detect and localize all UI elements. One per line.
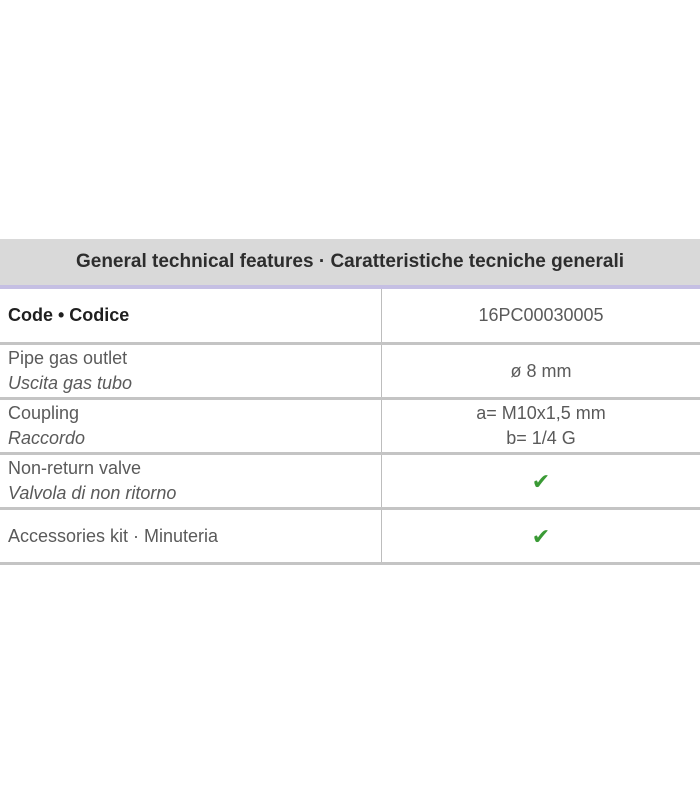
coupling-label: Coupling (8, 403, 80, 423)
coupling-label-it: Raccordo (8, 428, 86, 448)
coupling-value-a: a= M10x1,5 mm (476, 403, 606, 423)
row-label-cell (0, 510, 382, 562)
table-title: General technical features · Caratteristiche tecniche generali (0, 239, 700, 289)
pipe-gas-outlet-label-it: Uscita gas tubo (8, 373, 133, 393)
row-label-cell (0, 400, 382, 452)
row-label-cell (0, 455, 382, 507)
row-label-cell (0, 345, 382, 397)
code-value: 16PC00030005 (478, 305, 604, 325)
pipe-gas-outlet-label: Pipe gas outlet (8, 348, 128, 368)
row-label-cell (0, 289, 382, 342)
accessories-kit-label: Accessories kit · Minuteria (8, 525, 219, 546)
technical-features-table (0, 239, 700, 565)
row-value-cell (382, 400, 700, 452)
row-value-cell (382, 289, 700, 342)
table-row-accessories-kit (0, 510, 700, 565)
row-value-cell (382, 455, 700, 507)
non-return-valve-label-it: Valvola di non ritorno (8, 483, 177, 503)
table-row-non-return-valve (0, 455, 700, 510)
code-label: Code • Codice (8, 305, 130, 325)
row-value-cell (382, 345, 700, 397)
coupling-value-b: b= 1/4 G (506, 428, 576, 448)
table-row-coupling (0, 400, 700, 455)
table-row-pipe-gas-outlet (0, 345, 700, 400)
checkmark-icon: ✔ (531, 468, 551, 494)
table-row-code (0, 289, 700, 345)
row-value-cell (382, 510, 700, 562)
checkmark-icon: ✔ (531, 523, 551, 549)
pipe-gas-outlet-value: ø 8 mm (510, 360, 572, 381)
non-return-valve-label: Non-return valve (8, 458, 142, 478)
